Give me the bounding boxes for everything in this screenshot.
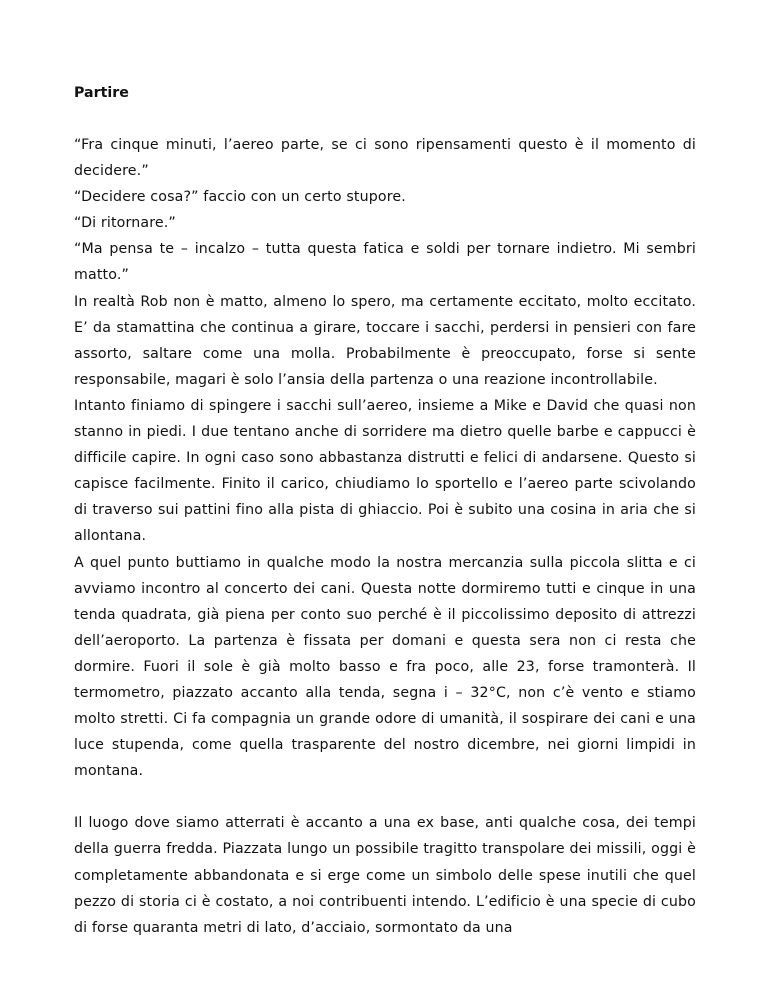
paragraph: Intanto finiamo di spingere i sacchi sull’aereo, insieme a Mike e David che quasi non stanno in piedi. I due tentano anche di sorridere ma dietro quelle barbe e cappucci è difficile capire. In ogni caso sono abbastanza distrutti e felici di andarsene. Questo si capisce facilmente. Finito il carico, chiudiamo lo sportello e l’aereo parte scivolando di traverso sui pattini fino alla pista di ghiaccio. Poi è subito una cosina in aria che si allontana. <box>74 397 696 545</box>
document-page <box>74 80 696 941</box>
paragraph: Il luogo dove siamo atterrati è accanto a una ex base, anti qualche cosa, dei tempi della guerra fredda. Piazzata lungo un possibile tragitto transpolare dei missili, oggi è completamente abbandonata e si erge come un simbolo delle spese inutili che quel pezzo di storia ci è costato, a noi contribuenti intendo. L’edificio è una specie di cubo di forse quaranta metri di lato, d’acciaio, sormontato da una <box>74 815 696 936</box>
paragraph-spacer <box>74 784 696 810</box>
paragraph: In realtà Rob non è matto, almeno lo spero, ma certamente eccitato, molto eccitato. E’ da stamattina che continua a girare, toccare i sacchi, perdersi in pensieri con fare assorto, saltare come una molla. Probabilmente è preoccupato, forse si sente responsabile, magari è solo l’ansia della partenza o una reazione incontrollabile. <box>74 293 696 388</box>
paragraph: “Fra cinque minuti, l’aereo parte, se ci sono ripensamenti questo è il momento di decidere.” <box>74 137 696 180</box>
document-title: Partire <box>74 85 129 101</box>
paragraph: “Decidere cosa?” faccio con un certo stupore. <box>74 189 406 206</box>
paragraph: “Ma pensa te – incalzo – tutta questa fatica e soldi per tornare indietro. Mi sembri matto.” <box>74 241 696 284</box>
paragraph: “Di ritornare.” <box>74 215 176 232</box>
paragraph: A quel punto buttiamo in qualche modo la nostra mercanzia sulla piccola slitta e ci avviamo incontro al concerto dei cani. Questa notte dormiremo tutti e cinque in una tenda quadrata, già piena per conto suo perché è il piccolissimo deposito di attrezzi dell’aeroporto. La partenza è fissata per domani e questa sera non ci resta che dormire. Fuori il sole è già molto basso e fra poco, alle 23, forse tramonterà. Il termometro, piazzato accanto alla tenda, segna i – 32°C, non c’è vento e stiamo molto stretti. Ci fa compagnia un grande odore di umanità, il sospirare dei cani e una luce stupenda, come quella trasparente del nostro dicembre, nei giorni limpidi in montana. <box>74 554 696 780</box>
